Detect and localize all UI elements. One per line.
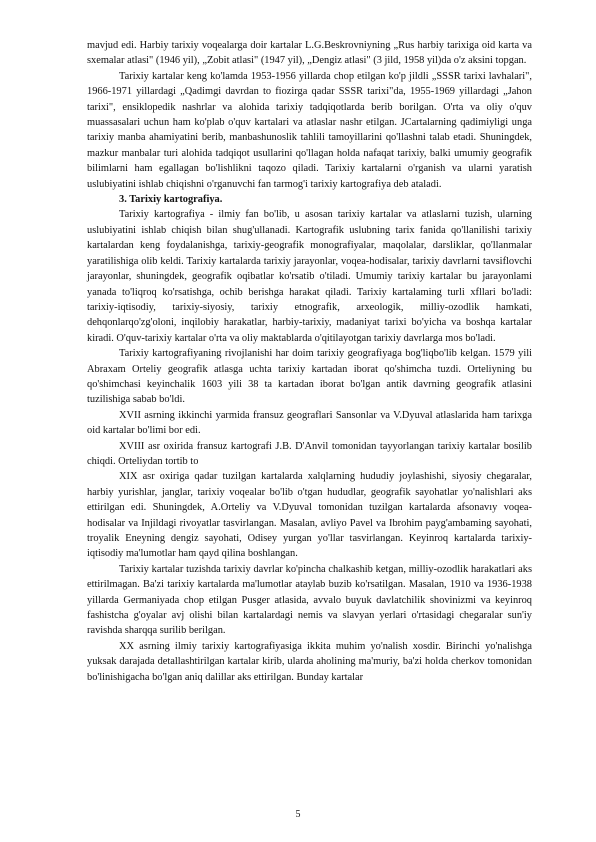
paragraph: Tarixiy kartografiyaning rivojlanishi har doim tarixiy geografiyaga bog'liqbo'lib kelgan. 1579 yili Abraxam Orteliy geografik atlasga uchta tarixiy kartadan iborat qo'shimcha tuzdi. Orteliyning bu qo'shimchasi keyinchalik 1603 yili 38 ta kartadan iborat bo'lgan antik davrning geografik atlasini tuzilishiga sabab bo'ldi.	[87, 348, 532, 406]
document-body	[87, 38, 532, 685]
page-number: 5	[295, 809, 301, 820]
paragraph: Tarixiy kartalar tuzishda tarixiy davrlar ko'pincha chalkashib ketgan, milliy-ozodlik harakatlari aks ettirilmagan. Ba'zi tarixiy kartalarda ma'lumotlar ataylab buzib ko'rsatilgan. Masalan, 1910 va 1936-1938 yillarda Germaniyada chop etilgan Pusger atlasida, avvalo buyuk davlatchilik shovinizmi va keyinroq fashistcha g'oyalar avj olishi bilan kartalardagi nemis va slavyan yerlari o'rtasidagi chegaralar sun'iy ravishda sharqqa surilib berilgan.	[87, 563, 532, 637]
paragraph: Tarixiy kartografiya - ilmiy fan bo'lib, u asosan tarixiy kartalar va atlaslarni tuzish, ularning uslubiyatini ishlab chiqish bilan shug'ullanadi. Kartografik uslubning tarix fanida qo'llanilishi tarixiy kartalardan keng foydalanishga, tarixiy-geografik monografiyalar, maqolalar, darsliklar, qo'llanmalar yaratilishiga olib keldi. Tarixiy kartalarda tarixiy jarayonlar, voqea-hodisalar, tarixiy davrlarni tavsiflovchi jarayonlar, shuningdek, geografik oqibatlar ko'rsatib o'tiladi. Umumiy tarixiy kartalar bu jarayonlami yanada to'liqroq ko'rsatishga, ochib berishga harakat qiladi. Tarixiy kartalaming turli xfllari bo'ladi: tarixiy-iqtisodiy, tarixiy-siyosiy, tarixiy etnografik, arxeologik, milliy-ozodlik hamkati, dehqonlarqo'zg'oloni, inqilobiy harakatlar, harbiy-tarixiy, madaniyat tarixi bo'yicha va boshqa kartalar kiradi. O'quv-tarixiy kartalar o'rta va oliy maktablarda o'qitilayotgan tarixiy davrlarga mos bo'ladi.	[87, 209, 532, 344]
paragraph: Tarixiy kartalar keng ko'lamda 1953-1956 yillarda chop etilgan ko'p jildli „SSSR tarixi lavhalari", 1966-1971 yillardagi „Qadimgi davrdan to fiozirga qadar SSSR tarixi"da, 1955-1969 yillardagi „Jahon tarixi", ensiklopedik nashrlar va alohida tarixiy tadqiqotlarda berib borilgan. O'rta va oliy o'quv muassasalari uchun ham ko'plab o'quv kartalari va atlaslar nashr etilgan. JCartalarning qadimiyligi unga tarixiy manba ahamiyatini berib, manbashunoslik tahlili tamoyillarini qo'llashni talab etadi. Shuningdek, mazkur manbalar turi alohida tadqiqot usullarini qo'llagan holda nafaqat tarixiy, balki umumiy geografik bilimlarni ham egallagan bo'lishlikni taqozo qiladi. Tarixiy kartalarni o'rganish va ularni yaratish uslubiyatini ishlab chiqishni o'rganuvchi fan tarmog'i tarixiy kartografiya deb ataladi.	[87, 70, 532, 190]
paragraph: XVII asrning ikkinchi yarmida fransuz geograflari Sansonlar va V.Dyuval atlaslarida ham tarixga oid kartalar bo'limi bor edi.	[87, 409, 532, 437]
paragraph: XX asrning ilmiy tarixiy kartografiyasiga ikkita muhim yo'nalish xosdir. Birinchi yo'nalishga yuksak darajada detallashtirilgan kartalar kirib, ularda aholining ma'muriy, ba'zi holda cherkov tomonidan bo'linishigacha bo'lgan aniq dalillar aks ettirilgan. Bunday kartalar	[87, 640, 532, 683]
paragraph: XVIII asr oxirida fransuz kartografi J.B. D'Anvil tomonidan tayyorlangan tarixiy kartalar bosilib chiqdi. Orteliydan tortib to	[87, 440, 532, 467]
section-heading: 3. Tarixiy kartografiya.	[119, 194, 223, 206]
paragraph: XIX asr oxiriga qadar tuzilgan kartalarda xalqlarning hududiy joylashishi, siyosiy chegaralar, harbiy yurishlar, janglar, tarixiy voqealar bo'lib o'tgan hududlar, geografik sayohatlar yo'nalishlari aks ettirilgan edi. Shuningdek, A.Orteliy va V.Dyuval tomonidan tuzilgan kartalarda afsonavıy voqea-hodisalar va Injildagi rivoyatlar tasvirlangan. Masalan, avliyo Pavel va Ibrohim payg'ambaming sayohati, troyalik Eneyning dengiz sayohati, Odisey yurgan yo'llar tasvirlangan. Keyinroq kartalarda tarixiy-iqtisodiy ma'lumotlar ham qayd qilina boshlangan.	[87, 471, 532, 560]
paragraph-continuation: mavjud edi. Harbiy tarixiy voqealarga doir kartalar L.G.Beskrovniyning „Rus harbiy tarixiga oid karta va sxemalar atlasi" (1946 yil), „Zobit atlasi" (1947 yil), „Dengiz atlasi" (3 jild, 1958 yil)da o'z aksini topgan.	[87, 40, 532, 67]
